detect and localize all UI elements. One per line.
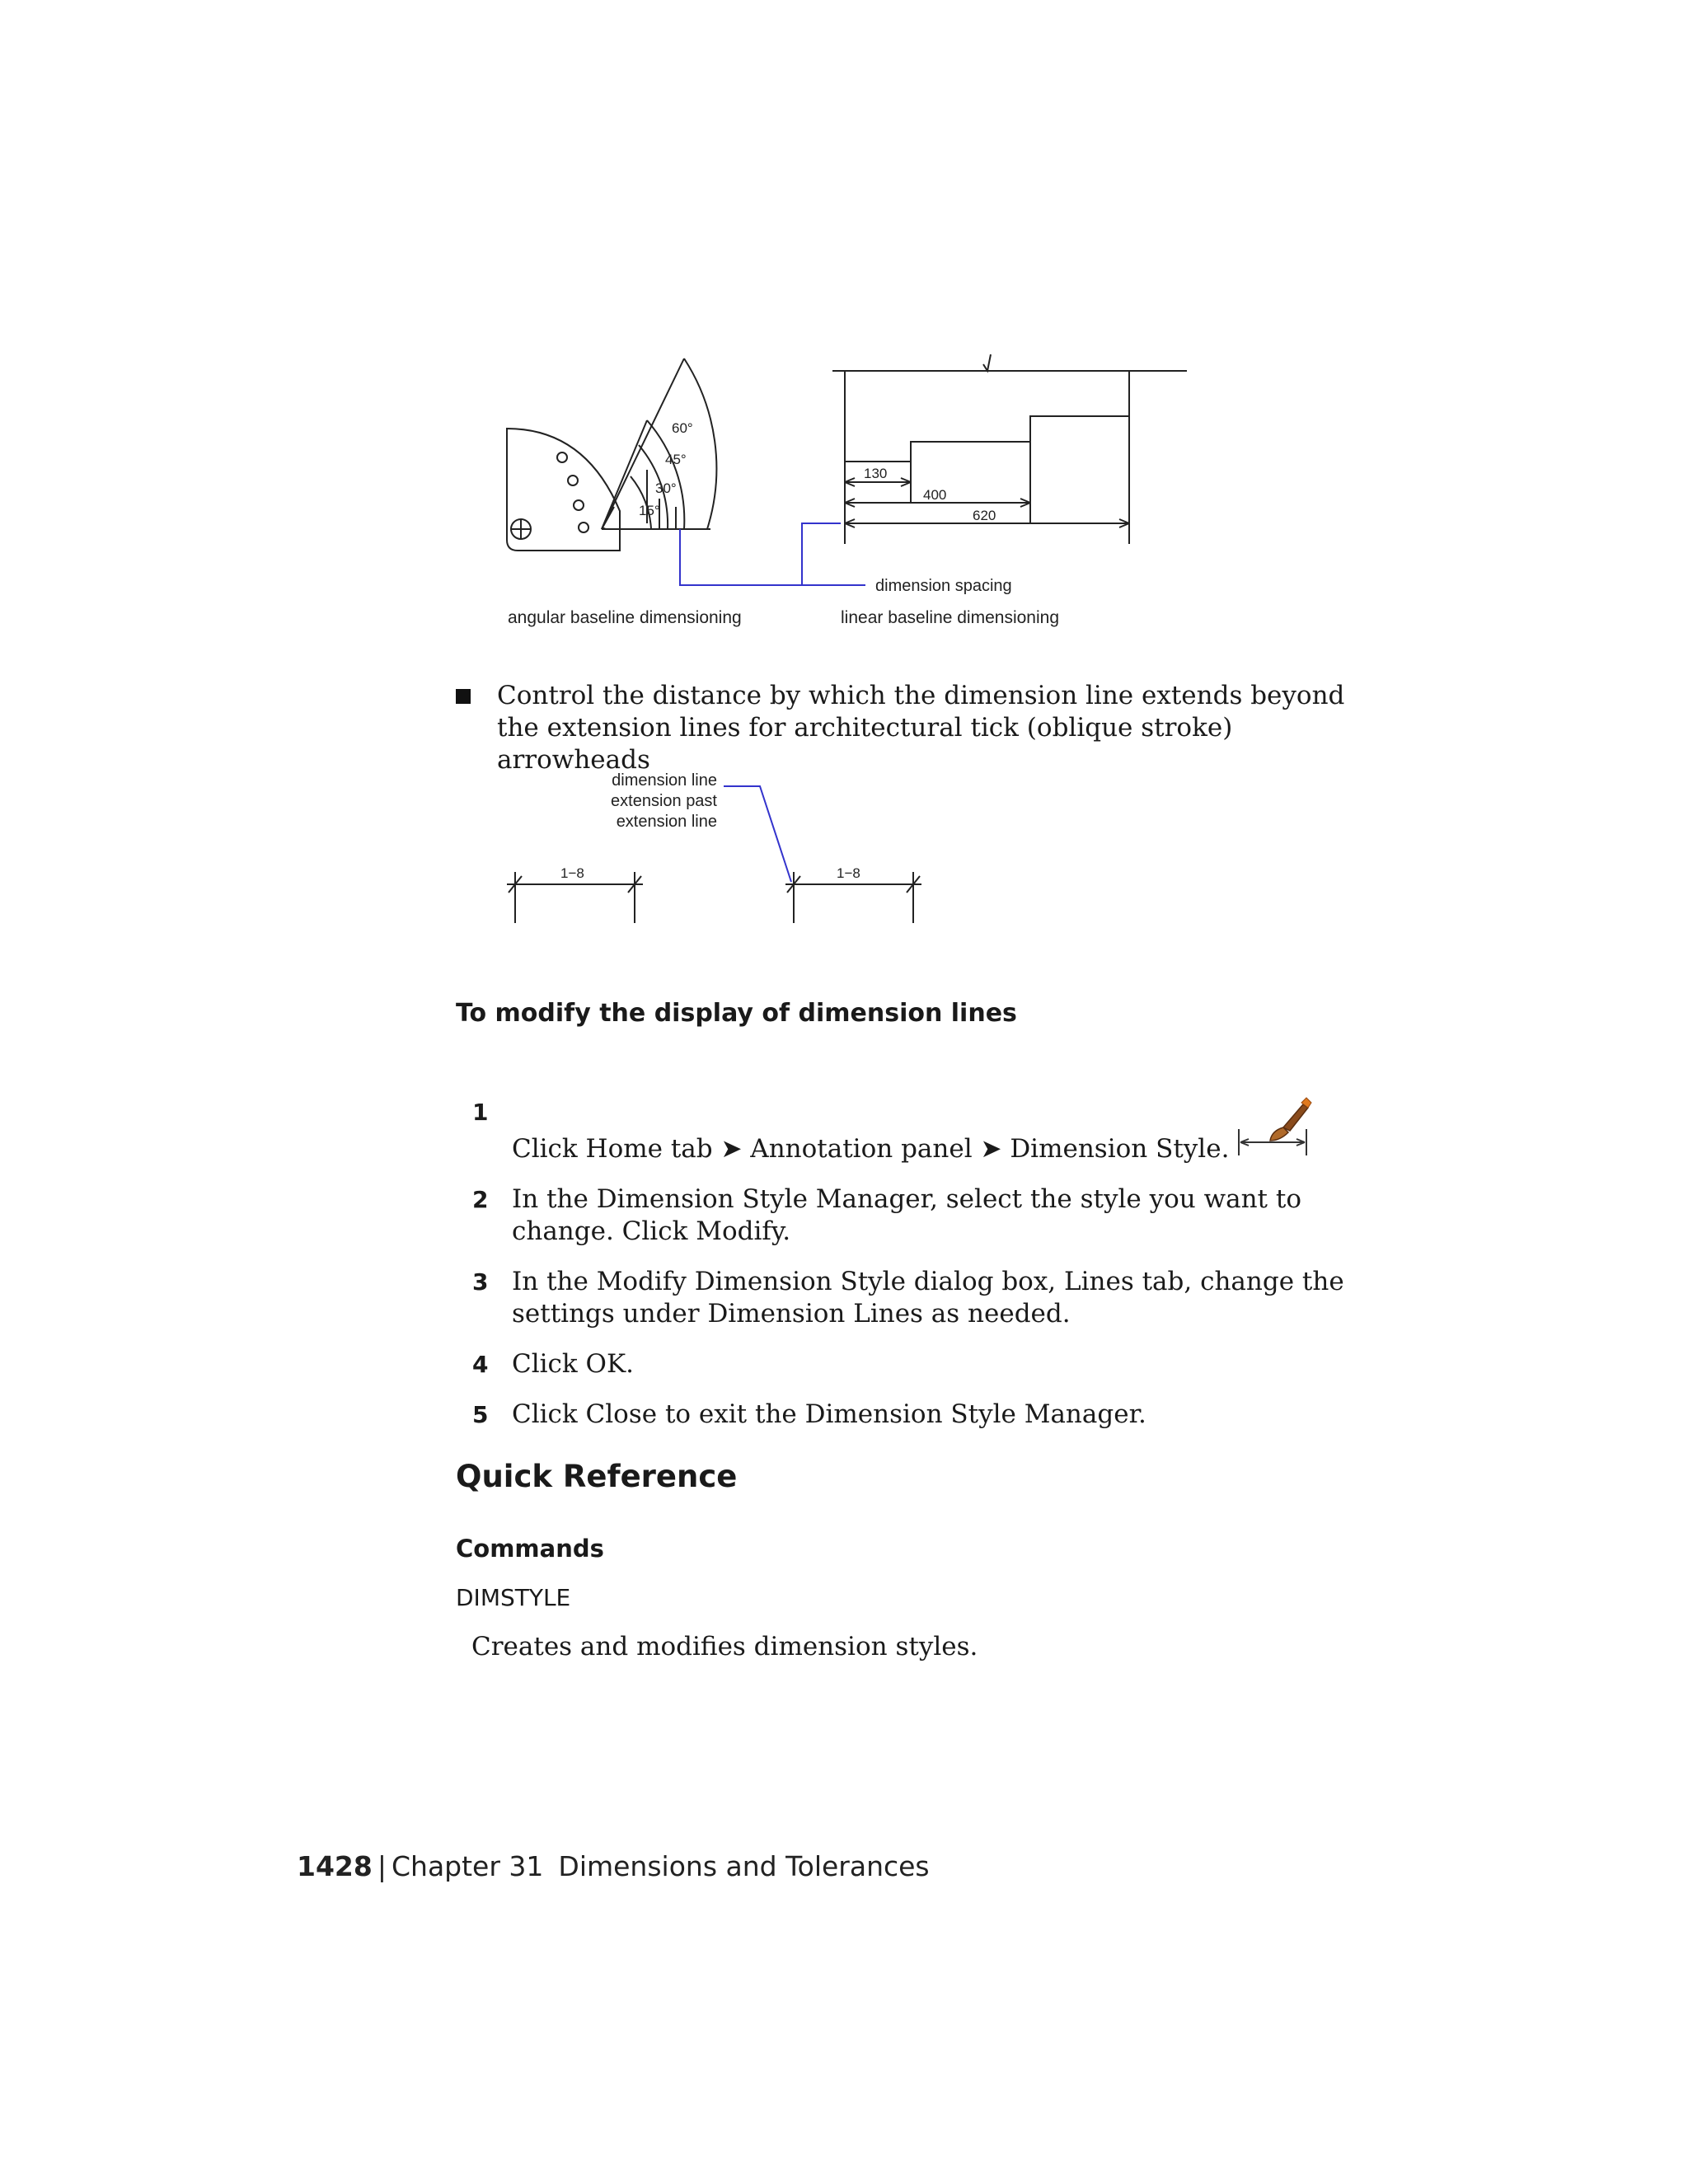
step-5 bbox=[456, 1399, 1395, 1431]
linear-baseline-drawing bbox=[832, 354, 1187, 544]
callout-line-3: extension line bbox=[616, 813, 717, 831]
chapter-label: Chapter 31 bbox=[391, 1850, 544, 1882]
step-text: Click Home tab ➤ Annotation panel ➤ Dimension Style. bbox=[512, 1096, 1395, 1165]
bullet-square-icon bbox=[456, 689, 471, 704]
procedure-steps bbox=[456, 1096, 1395, 1449]
left-dim-label: 1−8 bbox=[560, 865, 584, 881]
angle-label-45: 45° bbox=[665, 452, 687, 467]
callout-line-1: dimension line bbox=[612, 771, 717, 790]
angle-label-30: 30° bbox=[655, 480, 677, 496]
dimension-spacing-callout-line bbox=[680, 523, 865, 585]
step-number: 5 bbox=[472, 1401, 489, 1428]
quick-reference-heading: Quick Reference bbox=[456, 1459, 738, 1494]
callout-line-2: extension past bbox=[611, 792, 717, 810]
right-dim-label: 1−8 bbox=[837, 865, 860, 881]
angle-label-15: 15° bbox=[639, 503, 660, 518]
step-number: 2 bbox=[472, 1186, 489, 1213]
angular-caption: angular baseline dimensioning bbox=[508, 608, 742, 627]
step-text: In the Dimension Style Manager, select the style you want to change. Click Modify. bbox=[512, 1184, 1301, 1246]
step-number: 3 bbox=[472, 1268, 489, 1296]
step-text: Click Close to exit the Dimension Style Manager. bbox=[512, 1399, 1146, 1429]
procedure-title: To modify the display of dimension lines bbox=[456, 999, 1017, 1028]
dimension-style-icon bbox=[1234, 1096, 1313, 1162]
dimension-spacing-label: dimension spacing bbox=[875, 577, 1012, 595]
chapter-title: Dimensions and Tolerances bbox=[558, 1850, 930, 1882]
dim-label-620: 620 bbox=[973, 508, 996, 523]
commands-heading: Commands bbox=[456, 1535, 604, 1563]
step-text: In the Modify Dimension Style dialog box, Lines tab, change the settings under Dimension Lines as needed. bbox=[512, 1267, 1344, 1329]
step-3 bbox=[456, 1266, 1395, 1330]
tick-extension-figure bbox=[478, 766, 940, 931]
dim-label-400: 400 bbox=[923, 487, 947, 503]
footer-separator: | bbox=[377, 1850, 387, 1882]
page-footer bbox=[297, 1850, 930, 1882]
step-number: 1 bbox=[472, 1099, 489, 1126]
bullet-text: Control the distance by which the dimension line extends beyond the extension lines for architectural tick (oblique stroke) arrowheads bbox=[497, 681, 1345, 775]
linear-caption: linear baseline dimensioning bbox=[841, 608, 1060, 627]
step-2 bbox=[456, 1183, 1395, 1248]
extension-callout-line bbox=[724, 786, 791, 882]
baseline-dimensioning-figure bbox=[478, 346, 1187, 635]
command-description: Creates and modifies dimension styles. bbox=[471, 1632, 978, 1661]
step-text: Click OK. bbox=[512, 1349, 634, 1379]
command-name[interactable]: DIMSTYLE bbox=[456, 1584, 571, 1611]
dim-label-130: 130 bbox=[864, 466, 888, 481]
step-4 bbox=[456, 1348, 1395, 1380]
page-number: 1428 bbox=[297, 1850, 373, 1882]
step-number: 4 bbox=[472, 1351, 489, 1378]
step-1 bbox=[456, 1096, 1395, 1165]
angle-label-60: 60° bbox=[672, 420, 693, 436]
